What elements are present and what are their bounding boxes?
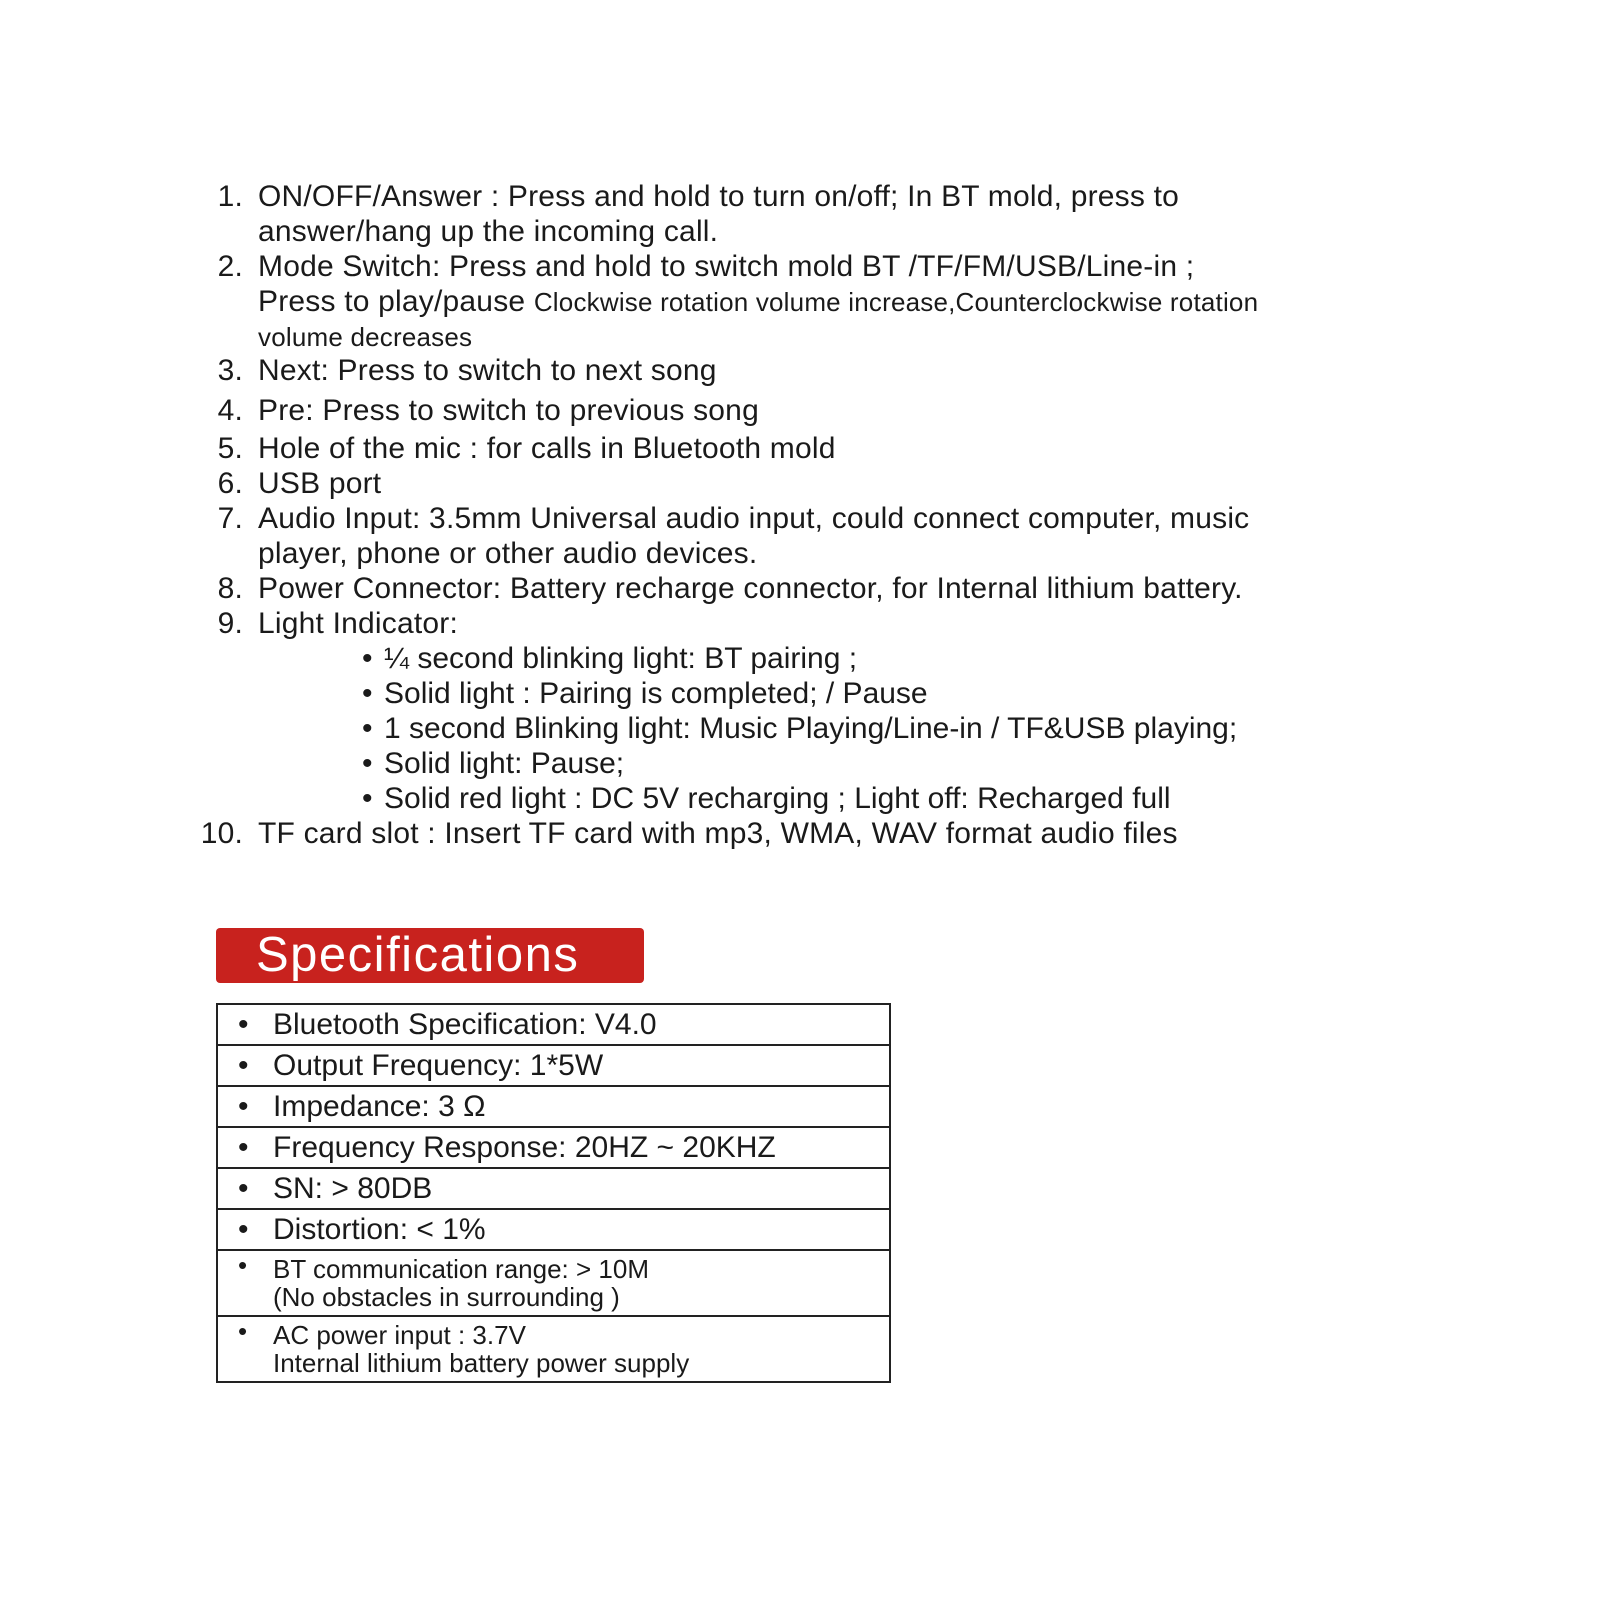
light-indicator-bullet (362, 677, 928, 711)
light-indicator-bullet (362, 712, 1237, 746)
spec-row (217, 1086, 890, 1127)
item-text: answer/hang up the incoming call. (258, 215, 719, 248)
bullet-text: Solid light: Pause; (384, 747, 625, 780)
spec-row (217, 1127, 890, 1168)
spec-text: Frequency Response: 20HZ ~ 20KHZ (273, 1130, 776, 1164)
spec-row (217, 1250, 890, 1316)
item-text: Power Connector: Battery recharge connector, for Internal lithium battery. (258, 572, 1243, 605)
specifications-heading: Specifications (216, 928, 644, 983)
item-number: 7. (217, 502, 243, 535)
bullet-dot: • (362, 677, 373, 710)
spec-row (217, 1316, 890, 1382)
item-number: 3. (217, 354, 243, 387)
bullet-text: ¼ second blinking light: BT pairing ; (384, 642, 858, 675)
item-text-small: Clockwise rotation volume increase,Counterclockwise rotation (533, 287, 1259, 317)
item-text: Next: Press to switch to next song (258, 354, 717, 387)
item-text (258, 285, 1258, 319)
bullet-dot: • (238, 1130, 249, 1164)
item-number: 4. (217, 394, 243, 427)
item-text: TF card slot : Insert TF card with mp3, WMA, WAV format audio files (258, 817, 1178, 850)
spec-text: AC power input : 3.7V (273, 1320, 526, 1350)
spec-row (217, 1045, 890, 1086)
spec-text: Output Frequency: 1*5W (273, 1048, 604, 1082)
bullet-dot: • (238, 1048, 249, 1082)
bullet-text: 1 second Blinking light: Music Playing/Line-in / TF&USB playing; (384, 712, 1238, 745)
bullet-dot: • (238, 1316, 248, 1346)
specifications-table (216, 1003, 891, 1383)
bullet-dot: • (238, 1250, 248, 1280)
bullet-dot: • (238, 1007, 249, 1041)
light-indicator-bullet (362, 747, 624, 781)
item-text: Light Indicator: (258, 607, 458, 640)
light-indicator-bullet (362, 782, 1171, 816)
item-text: USB port (258, 467, 382, 500)
item-number: 9. (217, 607, 243, 640)
spec-row (217, 1209, 890, 1250)
spec-text: Distortion: < 1% (273, 1212, 486, 1246)
spec-text-sub: (No obstacles in surrounding ) (273, 1282, 620, 1312)
spec-text: Impedance: 3 Ω (273, 1089, 486, 1123)
spec-text: BT communication range: > 10M (273, 1254, 649, 1284)
bullet-dot: • (362, 712, 373, 745)
bullet-dot: • (238, 1171, 249, 1205)
item-text: Mode Switch: Press and hold to switch mold BT /TF/FM/USB/Line-in ; (258, 250, 1195, 283)
item-number: 1. (217, 180, 243, 213)
spec-text-sub: Internal lithium battery power supply (273, 1348, 690, 1378)
item-text: Audio Input: 3.5mm Universal audio input, could connect computer, music (258, 502, 1250, 535)
item-text-part: Press to play/pause (258, 285, 534, 318)
light-indicator-bullet (362, 642, 857, 676)
item-number: 2. (217, 250, 243, 283)
bullet-dot: • (362, 747, 373, 780)
item-text: player, phone or other audio devices. (258, 537, 758, 570)
bullet-dot: • (238, 1089, 249, 1123)
item-number: 5. (217, 432, 243, 465)
spec-text: SN: > 80DB (273, 1171, 433, 1205)
spec-text: Bluetooth Specification: V4.0 (273, 1007, 657, 1041)
bullet-dot: • (238, 1212, 249, 1246)
spec-row (217, 1004, 890, 1045)
item-text: Hole of the mic : for calls in Bluetooth mold (258, 432, 836, 465)
item-number: 8. (217, 572, 243, 605)
bullet-text: Solid light : Pairing is completed; / Pause (384, 677, 928, 710)
bullet-dot: • (362, 642, 373, 675)
bullet-text: Solid red light : DC 5V recharging ; Light off: Recharged full (384, 782, 1171, 815)
item-text: ON/OFF/Answer : Press and hold to turn on/off; In BT mold, press to (258, 180, 1180, 213)
bullet-dot: • (362, 782, 373, 815)
item-number: 10. (200, 817, 243, 850)
spec-row (217, 1168, 890, 1209)
item-text: volume decreases (258, 322, 473, 352)
item-text: Pre: Press to switch to previous song (258, 394, 759, 427)
item-number: 6. (217, 467, 243, 500)
